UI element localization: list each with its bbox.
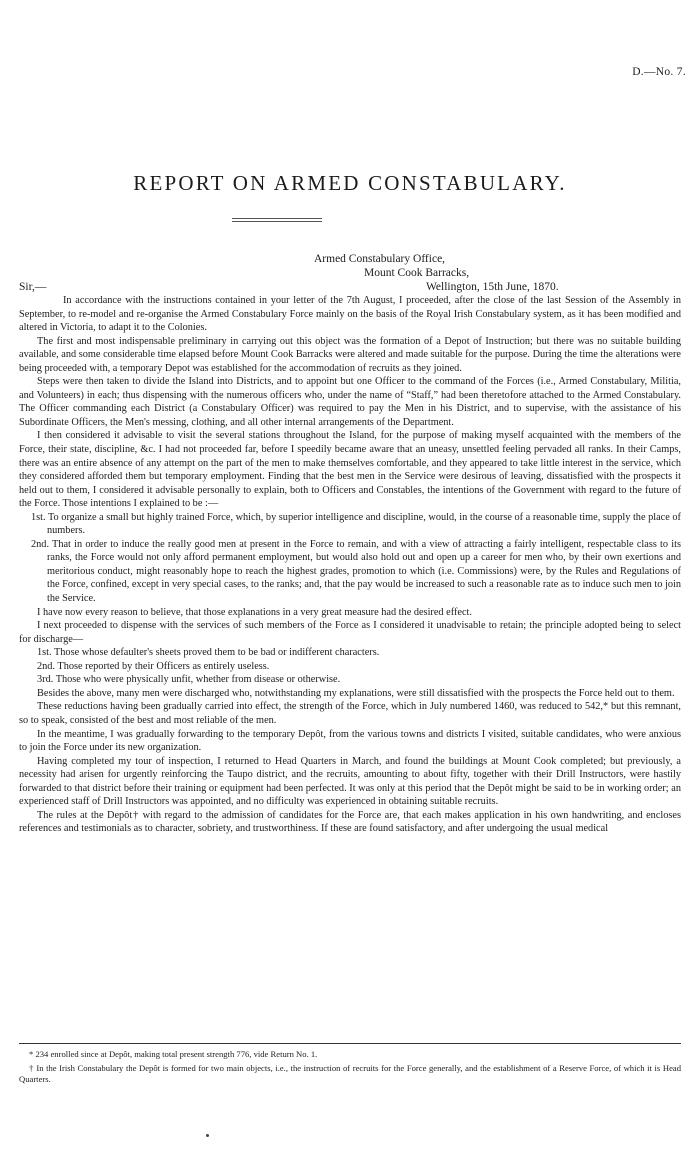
numbered-item: 1st. To organize a small but highly trained Force, which, by superior intelligence and discipline, would, in the course of a reasonable time, supply the place of numbers. bbox=[31, 511, 681, 537]
paragraph: I have now every reason to believe, that those explanations in a very great measure had the desired effect. bbox=[37, 606, 472, 618]
paragraph: I then considered it advisable to visit the several stations throughout the Island, for the purpose of making myself acquainted with the members of the Force, their state, discipline, &c. I had not proceeded far, before I speedily became aware that an uneasy, unsettled feeling pervaded all ranks. In their Camps, there was an entire absence of any attempt on the part of the men to make themselves comfortable, and they appeared to take little interest in the service, which they considered afforded them but temporary employment. Finding that the best men in the Service were desirous of leaving, dissatisfied with the prospects it held out to them, I considered it advisable personally to explain, both to Officers and Constables, the intentions of the Government with regard to the future of the Force. Those intentions I explained to be :— bbox=[19, 430, 681, 510]
footnote: † In the Irish Constabulary the Depôt is formed for two main objects, i.e., the instruction of recruits for the Force generally, and the establishment of a Reserve Force, of which it is Head Quarters. bbox=[19, 1062, 681, 1084]
footnote: * 234 enrolled since at Depôt, making total present strength 776, vide Return No. 1. bbox=[29, 1049, 318, 1059]
footnote-divider bbox=[19, 1043, 681, 1044]
paragraph: In accordance with the instructions contained in your letter of the 7th August, I proceeded, after the close of the last Session of the Assembly in September, to re-model and re-organise the Armed Constabulary Force mainly on the basis of the Royal Irish Constabulary system, as it has been modified and altered in Victoria, to adapt it to the Colonies. bbox=[19, 295, 681, 334]
numbered-item: 1st. Those whose defaulter's sheets proved them to be bad or indifferent characters. bbox=[37, 647, 380, 659]
paragraph: Having completed my tour of inspection, I returned to Head Quarters in March, and found the buildings at Mount Cook completed; but previously, a necessity had arisen for urgently reinforcing the Taupo district, and the recruits, amounting to about fifty, together with their Drill Instructors, were hastily forwarded to that district before their training or equipment had been perfected. It was only at this period that the Depôt might be said to be in working order; an experienced staff of Drill Instructors was appointed, and no difficulty was experienced in obtaining suitable recruits. bbox=[19, 755, 681, 808]
page-reference: D.—No. 7. bbox=[632, 66, 686, 78]
paragraph: Besides the above, many men were discharged who, notwithstanding my explanations, were still dissatisfied with the prospects the Force held out to them. bbox=[37, 687, 675, 699]
report-title: REPORT ON ARMED CONSTABULARY. bbox=[133, 171, 567, 195]
paragraph: I next proceeded to dispense with the services of such members of the Force as I considered it unadvisable to retain; the principle adopted being to select for discharge— bbox=[19, 620, 681, 645]
page-speck bbox=[206, 1134, 209, 1137]
letter-body bbox=[19, 294, 681, 836]
title-divider bbox=[232, 218, 322, 222]
paragraph: The rules at the Depôt† with regard to the admission of candidates for the Force are, that each makes application in his own handwriting, and encloses references and testimonials as to character, sobriety, and trustworthiness. If these are found satisfactory, and after undergoing the usual medical bbox=[19, 809, 681, 835]
footnotes bbox=[19, 1049, 681, 1088]
numbered-item: 2nd. That in order to induce the really good men at present in the Force to remain, and with a view of attracting a fairly intelligent, respectable class to its ranks, the Force would not only afford permanent employment, but would also hold out and open up a career for men who, by their own exertions and meritorious conduct, might reasonably hope to reach the highest grades, promotion to which (i.e. Commissions) were, by the Rules and Regulations of the Force, confined, except in very special cases, to the ranks; and, that the pay would be increased to such a reasonable rate as to induce such men to join the Service. bbox=[31, 538, 681, 605]
salutation: Sir,— bbox=[19, 281, 47, 293]
address-line-date: Wellington, 15th June, 1870. bbox=[426, 281, 559, 293]
paragraph: In the meantime, I was gradually forwarding to the temporary Depôt, from the various towns and districts I visited, suitable candidates, who were anxious to join the Force under its new organization. bbox=[19, 728, 681, 754]
address-line-barracks: Mount Cook Barracks, bbox=[364, 267, 470, 279]
paragraph: These reductions having been gradually carried into effect, the strength of the Force, which in July numbered 1460, was reduced to 542,* but this remnant, so to speak, consisted of the best and most reliable of the men. bbox=[19, 701, 681, 726]
numbered-item: 3rd. Those who were physically unfit, whether from disease or otherwise. bbox=[37, 674, 341, 686]
paragraph: Steps were then taken to divide the Island into Districts, and to appoint but one Officer to the command of the Forces (i.e., Armed Constabulary, Militia, and Volunteers) in each; thus dispensing with the numerous officers who, under the name of “Staff,” had been theretofore attached to the Armed Constabulary. The Officer commanding each District (a Constabulary Officer) was required to pay the Men in his District, and to supervise, with the assistance of his Subordinate Officers, the Men's messing, clothing, and all other internal arrangements of the Department. bbox=[19, 376, 681, 428]
numbered-item: 2nd. Those reported by their Officers as entirely useless. bbox=[37, 660, 270, 672]
paragraph: The first and most indispensable preliminary in carrying out this object was the formation of a Depot of Instruction; but there was no suitable building available, and some considerable time elapsed before Mount Cook Barracks were altered and made suitable for the purpose. During the time the alterations were being proceeded with, a temporary Depot was established for the accommodation of recruits as they joined. bbox=[19, 335, 681, 374]
address-line-office: Armed Constabulary Office, bbox=[314, 253, 446, 265]
